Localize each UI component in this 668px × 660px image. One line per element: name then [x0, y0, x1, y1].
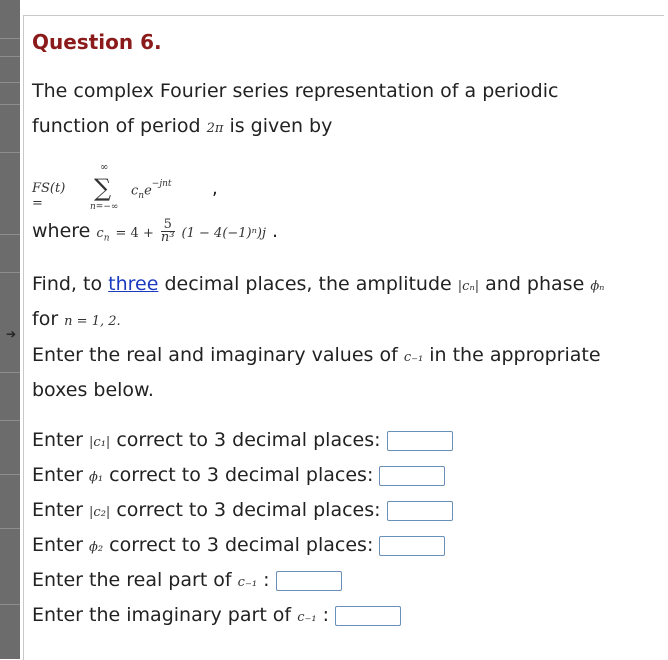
where-word: where	[32, 220, 91, 242]
c1-phase-input[interactable]	[379, 466, 445, 486]
field-row-c1-phase	[32, 460, 445, 493]
field-row-c1-amplitude	[32, 425, 453, 458]
amplitude-symbol: |cₙ|	[457, 279, 480, 294]
period-symbol: 2π	[206, 121, 224, 136]
field-row-real-part	[32, 565, 342, 598]
field-label: Enter the imaginary part of	[32, 604, 292, 626]
field-label: Enter the real part of	[32, 569, 232, 591]
cn-lhs: $c_n$	[96, 226, 110, 244]
field-symbol: |c₂|	[89, 505, 111, 520]
enter-text: boxes below.	[32, 379, 154, 401]
sum-lower-limit: n=−∞	[90, 202, 119, 212]
find-text: and phase	[485, 273, 585, 295]
cn-eq: = 4 +	[115, 226, 154, 241]
intro-text: The complex Fourier series representation of a periodic	[32, 80, 559, 102]
c2-amplitude-input[interactable]	[387, 501, 453, 521]
field-symbol: c₋₁	[237, 575, 258, 590]
sidebar-divider	[0, 372, 20, 373]
field-symbol: |c₁|	[89, 435, 111, 450]
sidebar-divider	[0, 104, 20, 105]
cn-period: .	[272, 220, 279, 242]
field-label: Enter	[32, 429, 83, 451]
intro-line-1	[32, 76, 558, 106]
c1-amplitude-input[interactable]	[387, 431, 453, 451]
field-label: Enter	[32, 534, 83, 556]
sidebar-divider	[0, 420, 20, 421]
n-values: n = 1, 2.	[64, 314, 121, 329]
field-label: :	[322, 604, 329, 626]
find-text: decimal places, the amplitude	[164, 273, 452, 295]
imag-part-input[interactable]	[335, 606, 401, 626]
intro-line-2	[32, 111, 332, 144]
cn-definition	[32, 216, 278, 254]
three-link[interactable]: three	[108, 273, 159, 295]
field-symbol: ϕ₂	[89, 540, 104, 555]
intro-text: is given by	[229, 115, 333, 137]
cn-rest: (1 − 4(−1)ⁿ)j	[181, 226, 266, 241]
for-line	[32, 304, 121, 337]
phase-symbol: ϕₙ	[590, 279, 605, 294]
c-minus-1-symbol: c₋₁	[403, 350, 424, 365]
field-symbol: c₋₁	[297, 610, 317, 625]
field-label: Enter	[32, 464, 83, 486]
right-arrow-icon[interactable]: ➔	[6, 327, 17, 341]
enter-line-1	[32, 340, 601, 373]
sidebar-divider	[0, 38, 20, 39]
field-label: correct to 3 decimal places:	[116, 429, 381, 451]
sidebar-divider	[0, 234, 20, 235]
cn-fraction	[161, 219, 175, 244]
enter-text: in the appropriate	[429, 344, 601, 366]
field-label: :	[263, 569, 270, 591]
sidebar-divider	[0, 272, 20, 273]
sidebar-divider	[0, 82, 20, 83]
field-label: Enter	[32, 499, 83, 521]
field-label: correct to 3 decimal places:	[109, 534, 374, 556]
sidebar-divider	[0, 528, 20, 529]
field-row-c2-amplitude	[32, 495, 453, 528]
enter-line-2	[32, 375, 154, 405]
sidebar-divider	[0, 152, 20, 153]
fs-lhs: FS(t) =	[32, 181, 66, 211]
sidebar-divider	[0, 474, 20, 475]
field-label: correct to 3 decimal places:	[109, 464, 374, 486]
sum-icon: ∑	[94, 174, 112, 202]
find-text: Find, to	[32, 273, 103, 295]
for-word: for	[32, 308, 59, 330]
question-panel	[23, 15, 664, 660]
field-row-c2-phase	[32, 530, 445, 563]
frac-numerator: 5	[161, 219, 175, 232]
field-symbol: ϕ₁	[89, 470, 104, 485]
sidebar-divider	[0, 56, 20, 57]
find-line	[32, 269, 604, 302]
sidebar-divider	[0, 604, 20, 605]
fs-comma: ,	[212, 178, 218, 199]
field-label: correct to 3 decimal places:	[116, 499, 381, 521]
sum-upper-limit: ∞	[100, 162, 109, 173]
enter-text: Enter the real and imaginary values of	[32, 344, 398, 366]
intro-text: function of period	[32, 115, 201, 137]
real-part-input[interactable]	[276, 571, 342, 591]
fs-term: $c_ne^{-jnt}$	[131, 179, 172, 201]
question-title: Question 6.	[32, 30, 162, 54]
field-row-imag-part	[32, 600, 401, 633]
frac-denominator: n³	[160, 230, 175, 245]
c2-phase-input[interactable]	[379, 536, 445, 556]
